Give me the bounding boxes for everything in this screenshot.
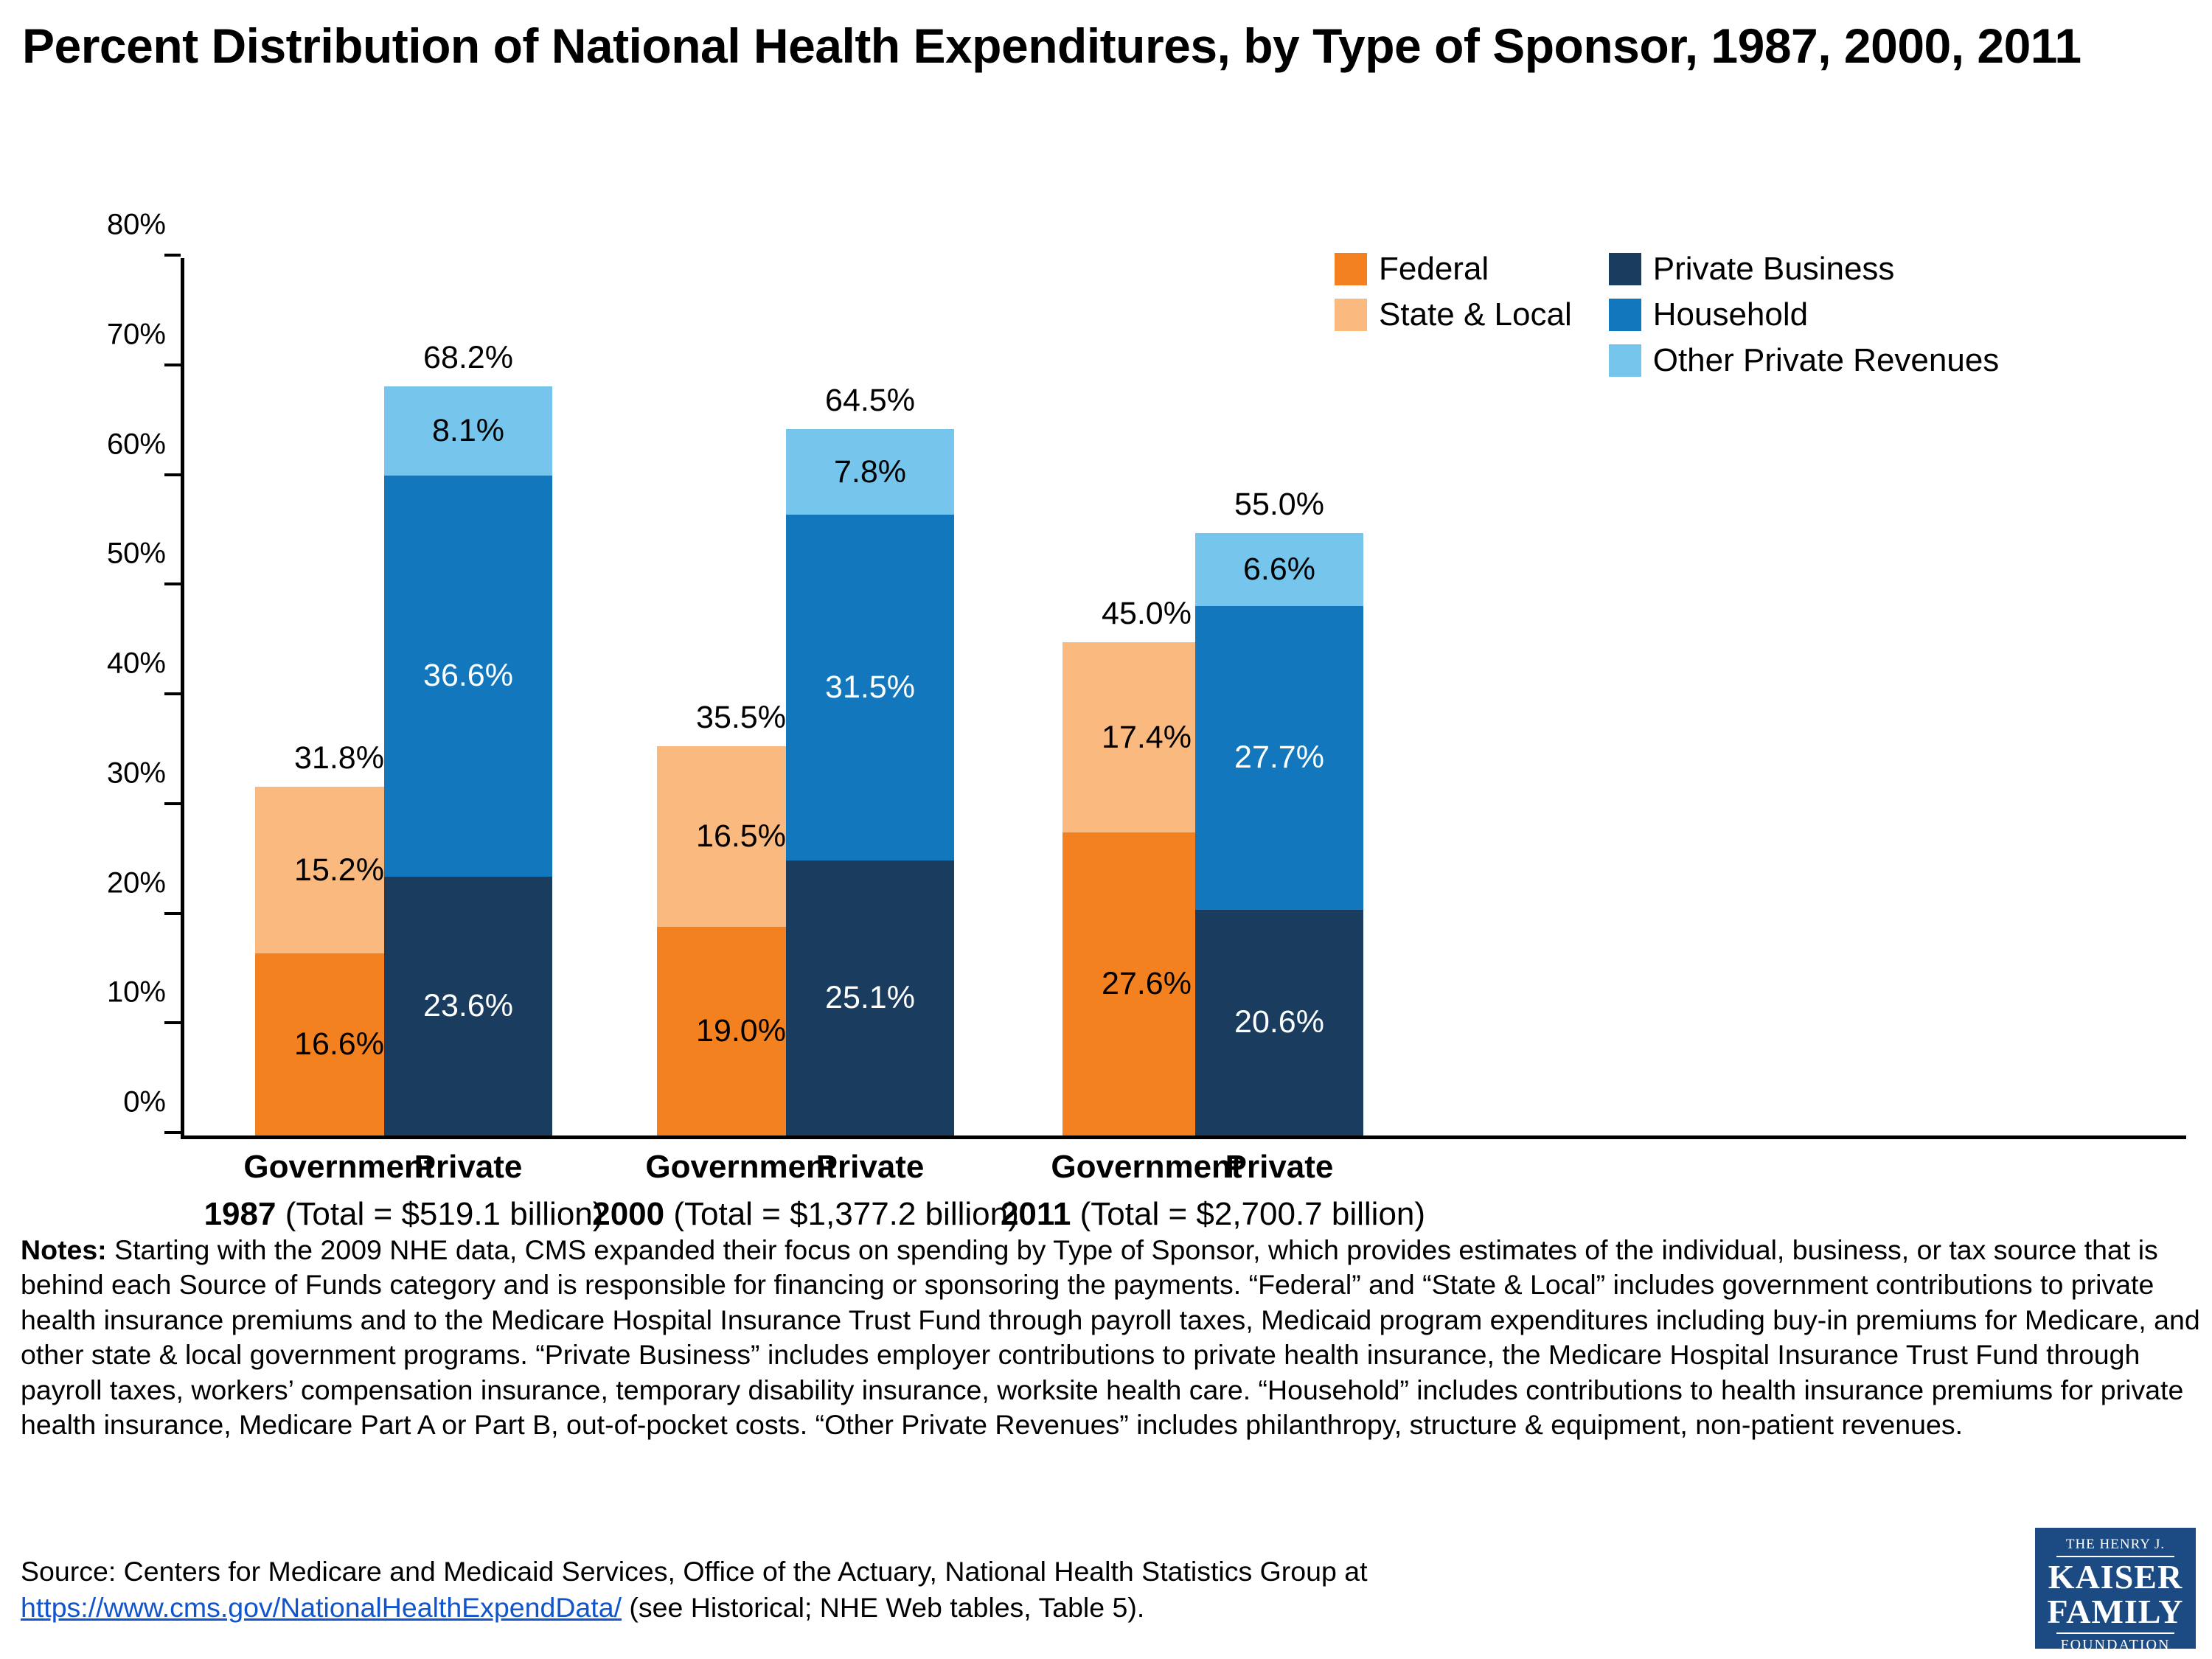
bar-segment-private-business (1195, 910, 1363, 1135)
group-total: (Total = $519.1 billion) (276, 1196, 604, 1232)
legend-item-household (1609, 296, 2000, 333)
y-axis-tick-label: 40% (106, 647, 166, 680)
y-axis-tick-mark (164, 912, 181, 915)
segment-value-label: 27.6% (1102, 966, 1192, 1002)
logo-line-1: THE HENRY J. (2065, 1537, 2166, 1552)
x-axis-category-label: Government (243, 1149, 435, 1185)
y-axis-tick-label: 0% (123, 1085, 166, 1119)
notes-text (21, 1233, 2203, 1443)
y-axis-tick-mark (164, 364, 181, 366)
x-axis-line (181, 1135, 2186, 1139)
x-axis-category-label: Private (414, 1149, 523, 1185)
group-year: 2011 (1000, 1196, 1071, 1232)
group-total: (Total = $1,377.2 billion) (664, 1196, 1019, 1232)
legend-item-other-private-revenues (1609, 342, 2000, 379)
legend-label: Federal (1379, 251, 1489, 287)
notes-body: Starting with the 2009 NHE data, CMS expanded their focus on spending by Type of Sponsor, which provides estimates of the individual, business, or tax source that is behind each Source of Funds category and is responsible for financing or sponsoring the payments. “Federal” and “State & Local” includes government contributions to private health insurance premiums and to the Medicare Hospital Insurance Trust Fund through payroll taxes, Medicaid program expenditures including buy-in premiums for Medicare, and other state & local government programs. “Private Business” includes employer contributions to private health insurance, the Medicare Hospital Insurance Trust Fund through payroll taxes, workers’ compensation insurance, temporary disability insurance, worksite health care. “Household” includes contributions to health insurance premiums for private health insurance, Medicare Part A or Part B, out-of-pocket costs. “Other Private Revenues” includes philanthropy, structure & equipment, non-patient revenues. (21, 1234, 2200, 1441)
y-axis-tick-mark (164, 802, 181, 805)
group-year: 2000 (592, 1196, 665, 1232)
bar-segment-other-private-revenues (786, 429, 954, 515)
chart-legend (1335, 251, 1999, 379)
x-axis-category-label: Private (815, 1149, 925, 1185)
y-axis-tick-mark (164, 254, 181, 257)
segment-value-label: 16.6% (294, 1026, 384, 1062)
y-axis-tick-label: 80% (106, 208, 166, 241)
segment-value-label: 7.8% (833, 453, 906, 490)
segment-value-label: 20.6% (1234, 1004, 1324, 1040)
segment-value-label: 25.1% (825, 979, 915, 1015)
segment-value-label: 17.4% (1102, 719, 1192, 755)
segment-value-label: 8.1% (431, 412, 504, 448)
legend-item-private-business (1609, 251, 2000, 288)
legend-item-state-local (1335, 296, 1572, 333)
legend-item-federal (1335, 251, 1572, 288)
bar-segment-private-business (786, 860, 954, 1135)
legend-swatch-icon (1335, 299, 1367, 331)
legend-label: Other Private Revenues (1652, 342, 2000, 378)
bar-segment-household (384, 476, 552, 877)
group-label-1987 (204, 1196, 604, 1233)
group-label-2011 (1001, 1196, 1425, 1233)
page-title: Percent Distribution of National Health Expenditures, by Type of Sponsor, 1987, 2000, 2011 (22, 18, 2081, 73)
segment-value-label: 15.2% (294, 852, 384, 888)
notes-label: Notes: (21, 1234, 107, 1265)
source-text (21, 1554, 2011, 1626)
y-axis-tick-label: 50% (106, 537, 166, 570)
logo-line-3: FOUNDATION (2060, 1636, 2171, 1653)
segment-value-label: 31.5% (825, 669, 915, 705)
plot-region (106, 208, 2186, 1135)
x-axis-category-label: Government (645, 1149, 837, 1185)
source-link[interactable]: https://www.cms.gov/NationalHealthExpendData/ (21, 1591, 622, 1623)
bar-2000-private[interactable] (786, 383, 954, 1135)
legend-label: State & Local (1379, 296, 1572, 333)
y-axis-tick-mark (164, 1131, 181, 1134)
legend-swatch-icon (1609, 253, 1641, 285)
bar-total-label: 31.8% (294, 740, 384, 776)
logo-divider-2 (2056, 1632, 2174, 1634)
y-axis-tick-label: 70% (106, 318, 166, 351)
y-axis-tick-mark (164, 1021, 181, 1024)
x-axis-category-label: Government (1051, 1149, 1242, 1185)
y-axis-tick-label: 30% (106, 757, 166, 790)
y-axis-tick-label: 10% (106, 975, 166, 1009)
bar-2011-private[interactable] (1195, 487, 1363, 1135)
bar-total-label: 45.0% (1102, 595, 1192, 631)
bar-total-label: 55.0% (1234, 487, 1324, 523)
bar-segment-other-private-revenues (1195, 533, 1363, 605)
logo-line-2a: KAISER (2048, 1558, 2183, 1596)
chart-area (0, 208, 2212, 1232)
y-axis-tick-mark (164, 473, 181, 476)
bar-segment-household (786, 515, 954, 860)
bar-total-label: 35.5% (696, 699, 786, 735)
bar-1987-private[interactable] (384, 340, 552, 1135)
segment-value-label: 27.7% (1234, 740, 1324, 776)
bar-segment-household (1195, 606, 1363, 910)
group-year: 1987 (204, 1196, 276, 1232)
segment-value-label: 36.6% (423, 658, 513, 694)
group-total: (Total = $2,700.7 billion) (1071, 1196, 1426, 1232)
segment-value-label: 23.6% (423, 987, 513, 1023)
kff-logo (2035, 1528, 2196, 1653)
legend-label: Household (1652, 296, 1809, 333)
segment-value-label: 16.5% (696, 818, 786, 855)
source-line-2: (see Historical; NHE Web tables, Table 5). (621, 1591, 1145, 1623)
y-axis-tick-mark (164, 582, 181, 585)
legend-swatch-icon (1609, 299, 1641, 331)
logo-divider (2056, 1556, 2174, 1557)
bar-segment-private-business (384, 877, 552, 1135)
bar-total-label: 64.5% (825, 383, 915, 419)
x-axis-category-label: Private (1225, 1149, 1334, 1185)
y-axis-tick-mark (164, 692, 181, 695)
y-axis-tick-label: 60% (106, 428, 166, 460)
segment-value-label: 6.6% (1242, 551, 1315, 587)
legend-swatch-icon (1609, 344, 1641, 377)
segment-value-label: 19.0% (696, 1013, 786, 1049)
bar-segment-other-private-revenues (384, 386, 552, 475)
legend-swatch-icon (1335, 253, 1367, 285)
legend-label: Private Business (1652, 251, 1895, 287)
y-axis-tick-label: 20% (106, 866, 166, 899)
group-label-2000 (592, 1196, 1019, 1233)
logo-line-2b: FAMILY (2047, 1592, 2184, 1630)
source-line-1: Source: Centers for Medicare and Medicaid Services, Office of the Actuary, National Health Statistics Group at (21, 1556, 1368, 1587)
bar-total-label: 68.2% (423, 340, 513, 376)
